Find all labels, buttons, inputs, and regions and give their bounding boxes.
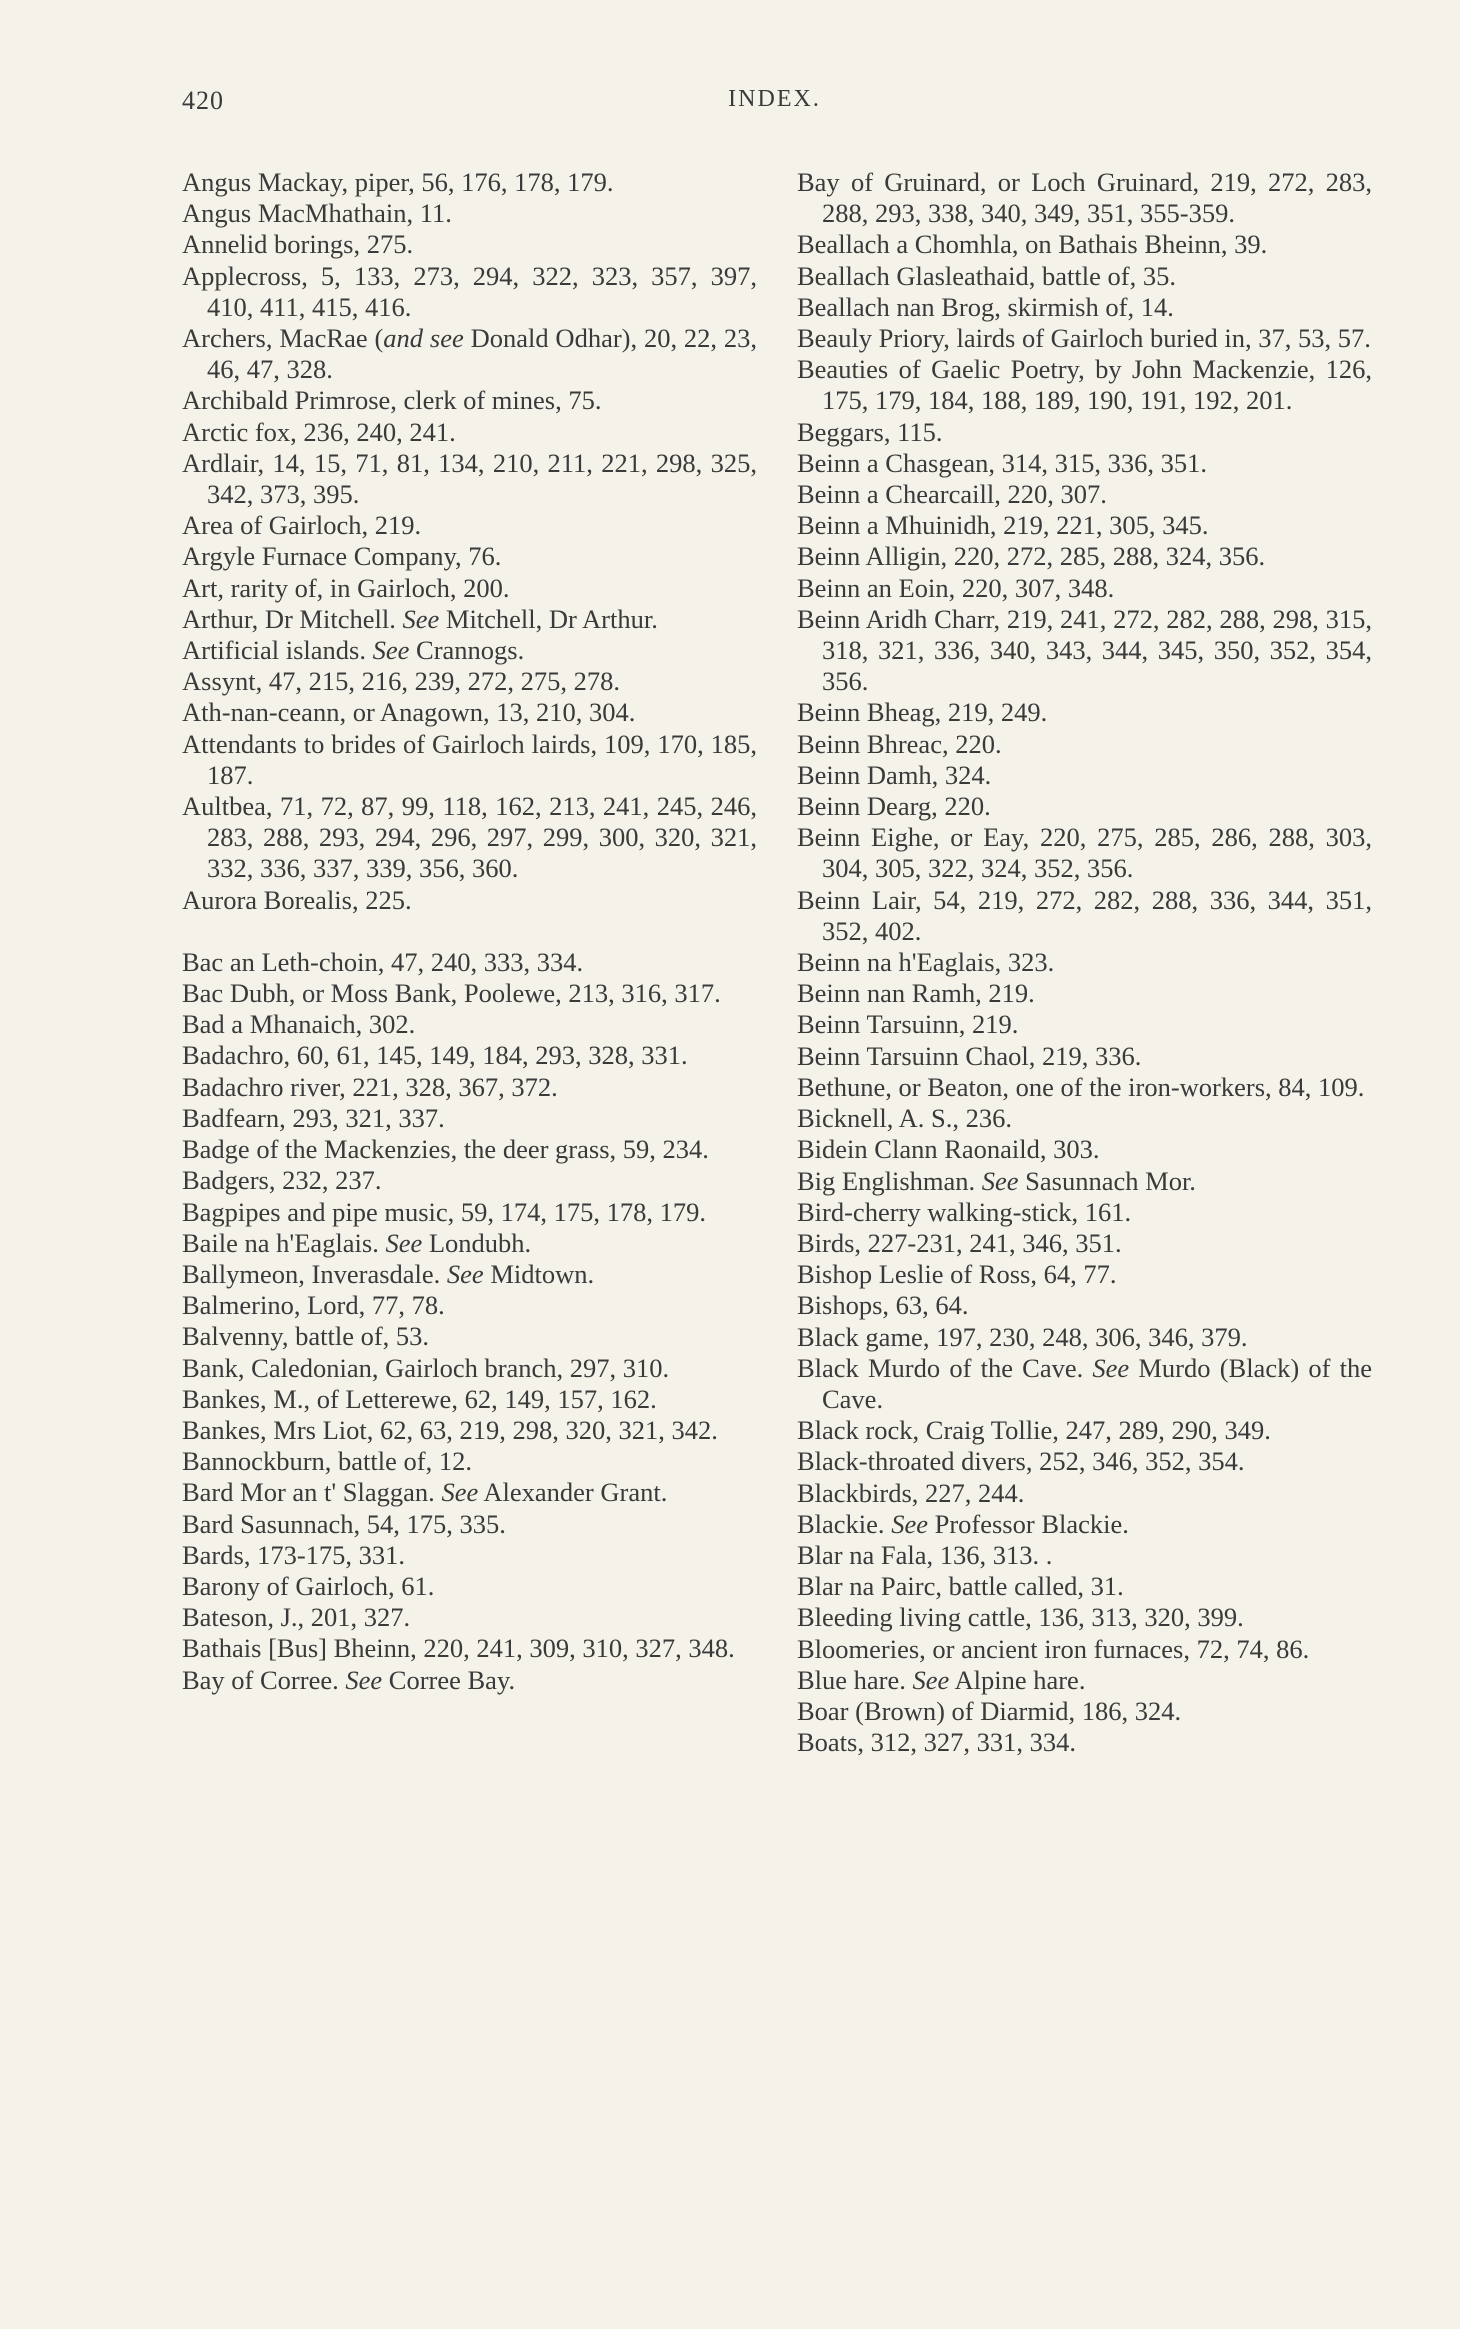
index-entry: Archers, MacRae (and see Donald Odhar), 20, 22, 23, 46, 47, 328. xyxy=(182,323,758,385)
index-entry: Artificial islands. See Crannogs. xyxy=(182,635,525,666)
index-entry: Beinn Eighe, or Eay, 220, 275, 285, 286, 288, 303, 304, 305, 322, 324, 352, 356. xyxy=(797,822,1372,884)
index-entry: Archibald Primrose, clerk of mines, 75. xyxy=(182,385,602,416)
index-entry: Beinn Alligin, 220, 272, 285, 288, 324, 356. xyxy=(797,541,1266,572)
index-entry: Area of Gairloch, 219. xyxy=(182,510,422,541)
index-column-right xyxy=(797,167,1372,1758)
index-entry: Bac Dubh, or Moss Bank, Poolewe, 213, 316, 317. xyxy=(182,978,721,1009)
index-entry: Bishops, 63, 64. xyxy=(797,1290,969,1321)
index-column-left xyxy=(182,167,757,1696)
index-entry: Boar (Brown) of Diarmid, 186, 324. xyxy=(797,1695,1182,1726)
index-entry: Bethune, or Beaton, one of the iron-workers, 84, 109. xyxy=(797,1071,1365,1102)
index-entry: Art, rarity of, in Gairloch, 200. xyxy=(182,572,510,603)
index-entry: Beinn nan Ramh, 219. xyxy=(797,978,1035,1009)
index-entry: Argyle Furnace Company, 76. xyxy=(182,541,502,572)
index-entry: Bac an Leth-choin, 47, 240, 333, 334. xyxy=(182,946,584,977)
index-entry: Beallach Glasleathaid, battle of, 35. xyxy=(797,260,1176,291)
index-entry: Aurora Borealis, 225. xyxy=(182,884,412,915)
index-entry: Blue hare. See Alpine hare. xyxy=(797,1664,1086,1695)
index-entry: Beallach nan Brog, skirmish of, 14. xyxy=(797,291,1174,322)
index-entry: Beallach a Chomhla, on Bathais Bheinn, 39. xyxy=(797,229,1268,260)
page-header xyxy=(182,86,1367,126)
index-entry: Bannockburn, battle of, 12. xyxy=(182,1446,472,1477)
index-entry: Ballymeon, Inverasdale. See Midtown. xyxy=(182,1258,595,1289)
index-entry: Bathais [Bus] Bheinn, 220, 241, 309, 310, 327, 348. xyxy=(182,1633,735,1664)
index-entry: Angus Mackay, piper, 56, 176, 178, 179. xyxy=(182,167,614,197)
index-entry: Beinn Damh, 324. xyxy=(797,759,992,790)
index-entry: Ardlair, 14, 15, 71, 81, 134, 210, 211, 221, 298, 325, 342, 373, 395. xyxy=(182,447,757,510)
index-entry: Bay of Gruinard, or Loch Gruinard, 219, 272, 283, 288, 293, 338, 340, 349, 351, 355-359. xyxy=(797,167,1372,229)
index-entry: Aultbea, 71, 72, 87, 99, 118, 162, 213, 241, 245, 246, 283, 288, 293, 294, 296, 297, 299, 300, 320, 321, 332, 336, 337, 339, 356, 360. xyxy=(182,791,757,884)
index-entry: Bicknell, A. S., 236. xyxy=(797,1103,1012,1134)
index-entry: Badfearn, 293, 321, 337. xyxy=(182,1102,445,1133)
index-entry: Bank, Caledonian, Gairloch branch, 297, 310. xyxy=(182,1352,670,1383)
index-entry: Badachro, 60, 61, 145, 149, 184, 293, 328, 331. xyxy=(182,1040,688,1071)
index-entry: Annelid borings, 275. xyxy=(182,229,414,260)
index-entry: Blar na Fala, 136, 313. . xyxy=(797,1539,1053,1570)
index-entry: Bateson, J., 201, 327. xyxy=(182,1602,411,1633)
index-entry: Big Englishman. See Sasunnach Mor. xyxy=(797,1165,1196,1196)
index-entry: Badachro river, 221, 328, 367, 372. xyxy=(182,1071,558,1102)
index-entry: Beinn Bheag, 219, 249. xyxy=(797,697,1048,728)
index-entry: Arctic fox, 236, 240, 241. xyxy=(182,416,456,447)
index-entry: Bards, 173-175, 331. xyxy=(182,1539,406,1570)
index-entry: Beinn Aridh Charr, 219, 241, 272, 282, 288, 298, 315, 318, 321, 336, 340, 343, 344, 345, 350, 352, 354, 356. xyxy=(797,603,1372,697)
index-entry: Bay of Corree. See Corree Bay. xyxy=(182,1664,516,1695)
index-entry: Attendants to brides of Gairloch lairds, 109, 170, 185, 187. xyxy=(182,728,757,790)
index-entry: Blackie. See Professor Blackie. xyxy=(797,1508,1129,1539)
index-entry: Birds, 227-231, 241, 346, 351. xyxy=(797,1227,1122,1258)
index-entry: Bad a Mhanaich, 302. xyxy=(182,1009,416,1040)
index-entry: Beauties of Gaelic Poetry, by John Mackenzie, 126, 175, 179, 184, 188, 189, 190, 191, 192, 201. xyxy=(797,354,1372,416)
index-entry: Bankes, M., of Letterewe, 62, 149, 157, 162. xyxy=(182,1383,657,1414)
index-entry: Badgers, 232, 237. xyxy=(182,1165,382,1196)
index-entry: Black Murdo of the Cave. See Murdo (Black) of the Cave. xyxy=(797,1352,1372,1414)
index-entry: Applecross, 5, 133, 273, 294, 322, 323, 357, 397, 410, 411, 415, 416. xyxy=(182,260,757,322)
index-entry: Blackbirds, 227, 244. xyxy=(797,1477,1025,1508)
index-entry: Bard Sasunnach, 54, 175, 335. xyxy=(182,1508,506,1539)
index-entry: Balmerino, Lord, 77, 78. xyxy=(182,1290,445,1321)
index-entry: Assynt, 47, 215, 216, 239, 272, 275, 278. xyxy=(182,666,621,697)
index-entry: Beinn a Mhuinidh, 219, 221, 305, 345. xyxy=(797,510,1209,541)
index-entry: Beinn Tarsuinn Chaol, 219, 336. xyxy=(797,1040,1142,1071)
index-entry: Beinn a Chasgean, 314, 315, 336, 351. xyxy=(797,447,1207,478)
index-entry: Balvenny, battle of, 53. xyxy=(182,1321,430,1352)
index-entry: Bankes, Mrs Liot, 62, 63, 219, 298, 320, 321, 342. xyxy=(182,1414,718,1445)
index-entry: Badge of the Mackenzies, the deer grass, 59, 234. xyxy=(182,1134,709,1165)
index-entry: Bard Mor an t' Slaggan. See Alexander Grant. xyxy=(182,1477,668,1508)
index-entry: Black rock, Craig Tollie, 247, 289, 290, 349. xyxy=(797,1415,1271,1446)
index-entry: Black game, 197, 230, 248, 306, 346, 379. xyxy=(797,1321,1248,1352)
index-entry: Boats, 312, 327, 331, 334. xyxy=(797,1727,1076,1758)
page-number: 420 xyxy=(182,86,224,115)
index-entry: Baile na h'Eaglais. See Londubh. xyxy=(182,1227,532,1258)
index-entry: Ath-nan-ceann, or Anagown, 13, 210, 304. xyxy=(182,697,636,728)
index-entry: Black-throated divers, 252, 346, 352, 354. xyxy=(797,1446,1245,1477)
index-entry: Angus MacMhathain, 11. xyxy=(182,198,452,229)
index-entry: Beggars, 115. xyxy=(797,416,943,447)
index-entry: Beinn a Chearcaill, 220, 307. xyxy=(797,479,1107,510)
index-entry: Beinn na h'Eaglais, 323. xyxy=(797,947,1055,978)
index-entry: Bagpipes and pipe music, 59, 174, 175, 178, 179. xyxy=(182,1196,707,1227)
index-entry: Beinn Lair, 54, 219, 272, 282, 288, 336, 344, 351, 352, 402. xyxy=(797,884,1372,946)
index-entry: Beauly Priory, lairds of Gairloch buried in, 37, 53, 57. xyxy=(797,323,1371,354)
index-entry: Beinn Dearg, 220. xyxy=(797,791,991,822)
index-entry: Bleeding living cattle, 136, 313, 320, 399. xyxy=(797,1602,1244,1633)
index-entry: Barony of Gairloch, 61. xyxy=(182,1570,435,1601)
running-title: INDEX. xyxy=(728,86,821,112)
index-entry: Bidein Clann Raonaild, 303. xyxy=(797,1134,1100,1165)
index-entry: Bishop Leslie of Ross, 64, 77. xyxy=(797,1259,1117,1290)
index-entry: Beinn Tarsuinn, 219. xyxy=(797,1009,1019,1040)
index-entry: Arthur, Dr Mitchell. See Mitchell, Dr Arthur. xyxy=(182,603,658,634)
index-entry: Blar na Pairc, battle called, 31. xyxy=(797,1571,1124,1602)
index-entry: Bloomeries, or ancient iron furnaces, 72, 74, 86. xyxy=(797,1633,1310,1664)
index-entry: Beinn an Eoin, 220, 307, 348. xyxy=(797,572,1115,603)
index-entry: Beinn Bhreac, 220. xyxy=(797,728,1002,759)
index-entry: Bird-cherry walking-stick, 161. xyxy=(797,1196,1132,1227)
